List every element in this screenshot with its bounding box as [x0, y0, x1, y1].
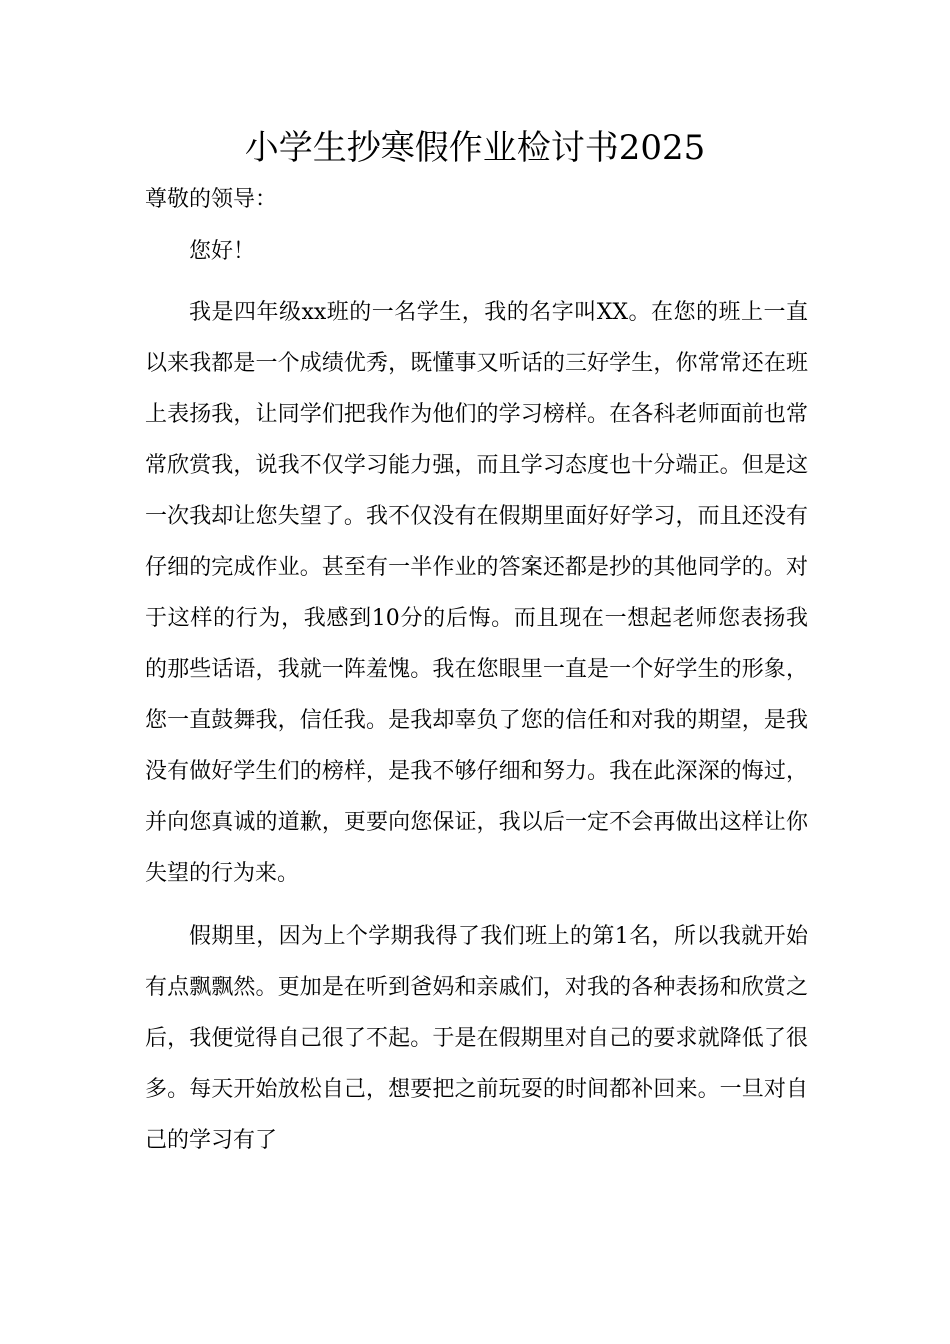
- body-paragraph-1: 我是四年级xx班的一名学生，我的名字叫XX。在您的班上一直以来我都是一个成绩优秀，既懂事又听话的三好学生，你常常还在班上表扬我，让同学们把我作为他们的学习榜样。在各科老师面前也常常欣赏我，说我不仅学习能力强，而且学习态度也十分端正。但是这一次我却让您失望了。我不仅没有在假期里面好好学习，而且还没有仔细的完成作业。甚至有一半作业的答案还都是抄的其他同学的。对于这样的行为，我感到10分的后悔。而且现在一想起老师您表扬我的那些话语，我就一阵羞愧。我在您眼里一直是一个好学生的形象，您一直鼓舞我，信任我。是我却辜负了您的信任和对我的期望，是我没有做好学生们的榜样，是我不够仔细和努力。我在此深深的悔过，并向您真诚的道歉，更要向您保证，我以后一定不会再做出这样让你失望的行为来。: [145, 300, 808, 886]
- document-title: 小学生抄寒假作业检讨书2025: [244, 128, 706, 168]
- greeting: 您好！: [189, 239, 256, 264]
- body-paragraph-2: 假期里，因为上个学期我得了我们班上的第1名，所以我就开始有点飘飘然。更加是在听到爸妈和亲戚们，对我的各种表扬和欣赏之后，我便觉得自己很了不起。于是在假期里对自己的要求就降低了很多。每天开始放松自己，想要把之前玩耍的时间都补回来。一旦对自己的学习有了: [145, 924, 808, 1153]
- salutation: 尊敬的领导：: [145, 187, 278, 212]
- document-body: [145, 226, 808, 1166]
